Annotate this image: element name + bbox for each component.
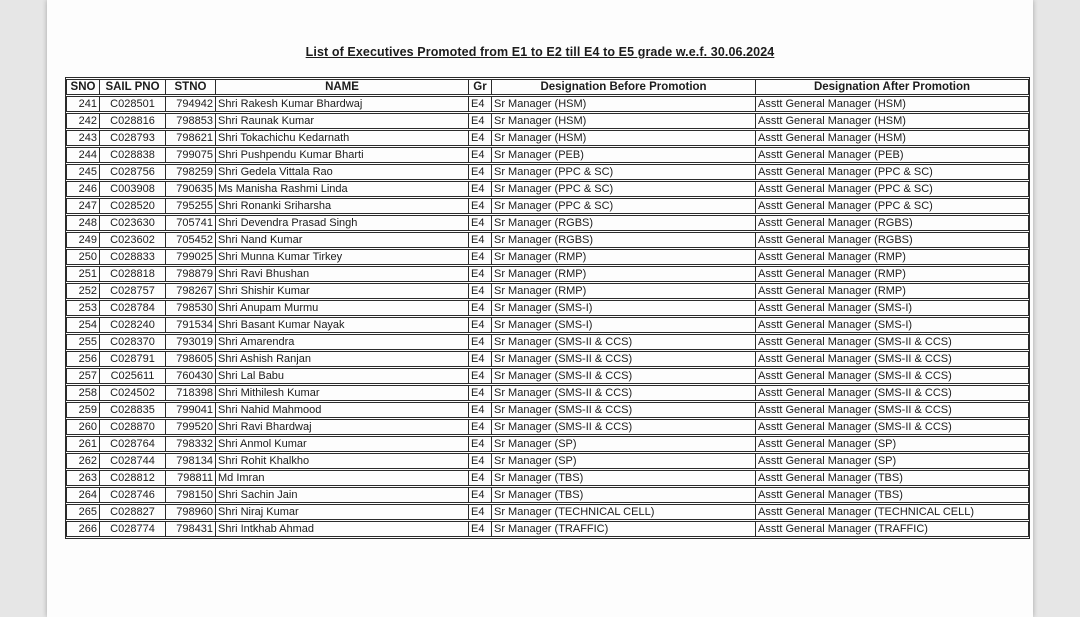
table-row <box>66 215 1029 231</box>
cell-desig_after: Asstt General Manager (SP) <box>756 453 1029 469</box>
cell-desig_after: Asstt General Manager (TECHNICAL CELL) <box>756 504 1029 520</box>
cell-gr: E4 <box>469 249 492 265</box>
cell-sno: 256 <box>66 351 100 367</box>
cell-sno: 262 <box>66 453 100 469</box>
cell-gr: E4 <box>469 300 492 316</box>
cell-desig_before: Sr Manager (SMS-II & CCS) <box>492 385 756 401</box>
column-header-name: NAME <box>216 79 469 95</box>
cell-name: Shri Anupam Murmu <box>216 300 469 316</box>
cell-desig_before: Sr Manager (PPC & SC) <box>492 181 756 197</box>
cell-desig_before: Sr Manager (PPC & SC) <box>492 164 756 180</box>
cell-stno: 798605 <box>166 351 216 367</box>
cell-name: Shri Ravi Bhushan <box>216 266 469 282</box>
cell-name: Shri Anmol Kumar <box>216 436 469 452</box>
cell-stno: 795255 <box>166 198 216 214</box>
cell-desig_after: Asstt General Manager (RMP) <box>756 266 1029 282</box>
cell-sail_pno: C028744 <box>100 453 166 469</box>
cell-desig_after: Asstt General Manager (RGBS) <box>756 232 1029 248</box>
cell-stno: 798811 <box>166 470 216 486</box>
cell-sail_pno: C028793 <box>100 130 166 146</box>
cell-stno: 798431 <box>166 521 216 537</box>
cell-sail_pno: C028746 <box>100 487 166 503</box>
cell-name: Shri Tokachichu Kedarnath <box>216 130 469 146</box>
cell-gr: E4 <box>469 317 492 333</box>
cell-gr: E4 <box>469 453 492 469</box>
cell-gr: E4 <box>469 283 492 299</box>
cell-sail_pno: C003908 <box>100 181 166 197</box>
table-row <box>66 470 1029 486</box>
cell-sail_pno: C028520 <box>100 198 166 214</box>
cell-sno: 259 <box>66 402 100 418</box>
cell-desig_after: Asstt General Manager (SMS-II & CCS) <box>756 385 1029 401</box>
cell-desig_before: Sr Manager (SMS-II & CCS) <box>492 334 756 350</box>
cell-name: Shri Lal Babu <box>216 368 469 384</box>
cell-desig_after: Asstt General Manager (SMS-II & CCS) <box>756 368 1029 384</box>
cell-desig_before: Sr Manager (SMS-II & CCS) <box>492 368 756 384</box>
cell-sno: 263 <box>66 470 100 486</box>
table-row <box>66 487 1029 503</box>
cell-sno: 254 <box>66 317 100 333</box>
promotion-table <box>66 78 1029 538</box>
cell-name: Shri Raunak Kumar <box>216 113 469 129</box>
cell-stno: 705741 <box>166 215 216 231</box>
cell-name: Shri Munna Kumar Tirkey <box>216 249 469 265</box>
cell-desig_before: Sr Manager (RMP) <box>492 283 756 299</box>
cell-sno: 261 <box>66 436 100 452</box>
cell-gr: E4 <box>469 521 492 537</box>
cell-name: Shri Intkhab Ahmad <box>216 521 469 537</box>
cell-sno: 251 <box>66 266 100 282</box>
cell-name: Shri Pushpendu Kumar Bharti <box>216 147 469 163</box>
table-row <box>66 198 1029 214</box>
cell-stno: 798853 <box>166 113 216 129</box>
cell-name: Shri Rakesh Kumar Bhardwaj <box>216 96 469 112</box>
cell-desig_after: Asstt General Manager (HSM) <box>756 96 1029 112</box>
cell-stno: 705452 <box>166 232 216 248</box>
cell-desig_after: Asstt General Manager (TBS) <box>756 487 1029 503</box>
cell-name: Shri Mithilesh Kumar <box>216 385 469 401</box>
cell-gr: E4 <box>469 147 492 163</box>
cell-desig_after: Asstt General Manager (PPC & SC) <box>756 198 1029 214</box>
cell-desig_after: Asstt General Manager (PPC & SC) <box>756 164 1029 180</box>
cell-sno: 257 <box>66 368 100 384</box>
cell-desig_before: Sr Manager (SMS-II & CCS) <box>492 419 756 435</box>
cell-name: Shri Shishir Kumar <box>216 283 469 299</box>
column-header-gr: Gr <box>469 79 492 95</box>
cell-stno: 799075 <box>166 147 216 163</box>
cell-stno: 794942 <box>166 96 216 112</box>
cell-stno: 798134 <box>166 453 216 469</box>
cell-gr: E4 <box>469 181 492 197</box>
cell-gr: E4 <box>469 419 492 435</box>
cell-desig_before: Sr Manager (TRAFFIC) <box>492 521 756 537</box>
cell-stno: 798530 <box>166 300 216 316</box>
cell-sail_pno: C028240 <box>100 317 166 333</box>
cell-name: Md Imran <box>216 470 469 486</box>
table-row <box>66 436 1029 452</box>
cell-gr: E4 <box>469 96 492 112</box>
cell-desig_before: Sr Manager (TBS) <box>492 470 756 486</box>
cell-sno: 250 <box>66 249 100 265</box>
cell-sno: 255 <box>66 334 100 350</box>
cell-gr: E4 <box>469 266 492 282</box>
cell-stno: 760430 <box>166 368 216 384</box>
cell-gr: E4 <box>469 487 492 503</box>
column-header-stno: STNO <box>166 79 216 95</box>
cell-gr: E4 <box>469 215 492 231</box>
cell-sail_pno: C028818 <box>100 266 166 282</box>
table-row <box>66 385 1029 401</box>
cell-gr: E4 <box>469 436 492 452</box>
cell-gr: E4 <box>469 198 492 214</box>
table-row <box>66 334 1029 350</box>
cell-name: Shri Amarendra <box>216 334 469 350</box>
cell-desig_after: Asstt General Manager (RMP) <box>756 249 1029 265</box>
cell-gr: E4 <box>469 504 492 520</box>
cell-gr: E4 <box>469 130 492 146</box>
column-header-desig_before: Designation Before Promotion <box>492 79 756 95</box>
cell-sail_pno: C023630 <box>100 215 166 231</box>
cell-stno: 798960 <box>166 504 216 520</box>
cell-desig_after: Asstt General Manager (RMP) <box>756 283 1029 299</box>
cell-name: Shri Niraj Kumar <box>216 504 469 520</box>
cell-stno: 793019 <box>166 334 216 350</box>
cell-sno: 264 <box>66 487 100 503</box>
cell-desig_before: Sr Manager (TBS) <box>492 487 756 503</box>
cell-sno: 249 <box>66 232 100 248</box>
cell-desig_before: Sr Manager (RMP) <box>492 249 756 265</box>
column-header-sail_pno: SAIL PNO <box>100 79 166 95</box>
cell-sail_pno: C024502 <box>100 385 166 401</box>
cell-desig_before: Sr Manager (SP) <box>492 436 756 452</box>
cell-stno: 790635 <box>166 181 216 197</box>
cell-gr: E4 <box>469 232 492 248</box>
cell-desig_after: Asstt General Manager (SMS-II & CCS) <box>756 402 1029 418</box>
cell-desig_before: Sr Manager (HSM) <box>492 113 756 129</box>
column-header-desig_after: Designation After Promotion <box>756 79 1029 95</box>
cell-sail_pno: C023602 <box>100 232 166 248</box>
cell-desig_before: Sr Manager (RGBS) <box>492 215 756 231</box>
cell-sno: 248 <box>66 215 100 231</box>
cell-sail_pno: C028816 <box>100 113 166 129</box>
cell-name: Shri Ashish Ranjan <box>216 351 469 367</box>
table-row <box>66 249 1029 265</box>
cell-desig_before: Sr Manager (SMS-I) <box>492 300 756 316</box>
table-row <box>66 181 1029 197</box>
cell-desig_before: Sr Manager (HSM) <box>492 96 756 112</box>
cell-desig_before: Sr Manager (TECHNICAL CELL) <box>492 504 756 520</box>
cell-name: Shri Gedela Vittala Rao <box>216 164 469 180</box>
cell-sail_pno: C028757 <box>100 283 166 299</box>
cell-sail_pno: C025611 <box>100 368 166 384</box>
cell-gr: E4 <box>469 470 492 486</box>
cell-sail_pno: C028870 <box>100 419 166 435</box>
cell-desig_after: Asstt General Manager (TBS) <box>756 470 1029 486</box>
cell-stno: 798259 <box>166 164 216 180</box>
cell-gr: E4 <box>469 113 492 129</box>
cell-desig_before: Sr Manager (HSM) <box>492 130 756 146</box>
cell-stno: 798879 <box>166 266 216 282</box>
table-body <box>66 96 1029 537</box>
table-row <box>66 453 1029 469</box>
cell-sail_pno: C028838 <box>100 147 166 163</box>
cell-desig_before: Sr Manager (SMS-II & CCS) <box>492 351 756 367</box>
cell-name: Shri Ravi Bhardwaj <box>216 419 469 435</box>
table-row <box>66 300 1029 316</box>
cell-sno: 242 <box>66 113 100 129</box>
cell-stno: 799025 <box>166 249 216 265</box>
cell-desig_after: Asstt General Manager (SMS-II & CCS) <box>756 419 1029 435</box>
cell-stno: 791534 <box>166 317 216 333</box>
cell-name: Shri Nand Kumar <box>216 232 469 248</box>
cell-sail_pno: C028835 <box>100 402 166 418</box>
table-row <box>66 266 1029 282</box>
cell-gr: E4 <box>469 351 492 367</box>
cell-stno: 798267 <box>166 283 216 299</box>
cell-desig_after: Asstt General Manager (SP) <box>756 436 1029 452</box>
cell-sail_pno: C028774 <box>100 521 166 537</box>
cell-gr: E4 <box>469 385 492 401</box>
cell-sno: 265 <box>66 504 100 520</box>
table-row <box>66 113 1029 129</box>
cell-desig_before: Sr Manager (SMS-I) <box>492 317 756 333</box>
cell-desig_after: Asstt General Manager (HSM) <box>756 130 1029 146</box>
cell-sno: 241 <box>66 96 100 112</box>
cell-desig_before: Sr Manager (PEB) <box>492 147 756 163</box>
cell-name: Shri Basant Kumar Nayak <box>216 317 469 333</box>
cell-desig_before: Sr Manager (RGBS) <box>492 232 756 248</box>
cell-name: Shri Rohit Khalkho <box>216 453 469 469</box>
table-row <box>66 419 1029 435</box>
cell-stno: 799520 <box>166 419 216 435</box>
cell-sail_pno: C028370 <box>100 334 166 350</box>
cell-gr: E4 <box>469 402 492 418</box>
cell-gr: E4 <box>469 164 492 180</box>
cell-gr: E4 <box>469 368 492 384</box>
cell-sail_pno: C028501 <box>100 96 166 112</box>
cell-name: Ms Manisha Rashmi Linda <box>216 181 469 197</box>
cell-name: Shri Ronanki Sriharsha <box>216 198 469 214</box>
cell-sail_pno: C028756 <box>100 164 166 180</box>
cell-sno: 252 <box>66 283 100 299</box>
table-row <box>66 504 1029 520</box>
cell-stno: 798150 <box>166 487 216 503</box>
table-row <box>66 164 1029 180</box>
table-row <box>66 521 1029 537</box>
cell-desig_after: Asstt General Manager (PEB) <box>756 147 1029 163</box>
cell-desig_after: Asstt General Manager (SMS-I) <box>756 317 1029 333</box>
cell-sno: 247 <box>66 198 100 214</box>
cell-desig_before: Sr Manager (SP) <box>492 453 756 469</box>
table-row <box>66 130 1029 146</box>
table-row <box>66 232 1029 248</box>
column-header-sno: SNO <box>66 79 100 95</box>
table-header-row <box>66 79 1029 95</box>
cell-sno: 253 <box>66 300 100 316</box>
table-row <box>66 402 1029 418</box>
cell-desig_before: Sr Manager (RMP) <box>492 266 756 282</box>
cell-sno: 243 <box>66 130 100 146</box>
table-row <box>66 147 1029 163</box>
cell-desig_after: Asstt General Manager (HSM) <box>756 113 1029 129</box>
cell-name: Shri Nahid Mahmood <box>216 402 469 418</box>
cell-name: Shri Sachin Jain <box>216 487 469 503</box>
cell-sno: 260 <box>66 419 100 435</box>
cell-desig_before: Sr Manager (SMS-II & CCS) <box>492 402 756 418</box>
table-row <box>66 283 1029 299</box>
cell-sail_pno: C028791 <box>100 351 166 367</box>
cell-sail_pno: C028784 <box>100 300 166 316</box>
cell-sno: 244 <box>66 147 100 163</box>
promotion-table-wrapper <box>65 77 1030 539</box>
cell-stno: 799041 <box>166 402 216 418</box>
cell-sno: 246 <box>66 181 100 197</box>
table-row <box>66 351 1029 367</box>
cell-sno: 266 <box>66 521 100 537</box>
cell-sail_pno: C028812 <box>100 470 166 486</box>
document-page <box>47 0 1033 617</box>
cell-sail_pno: C028833 <box>100 249 166 265</box>
cell-desig_after: Asstt General Manager (RGBS) <box>756 215 1029 231</box>
cell-desig_after: Asstt General Manager (SMS-I) <box>756 300 1029 316</box>
cell-stno: 798621 <box>166 130 216 146</box>
cell-desig_after: Asstt General Manager (PPC & SC) <box>756 181 1029 197</box>
cell-desig_after: Asstt General Manager (TRAFFIC) <box>756 521 1029 537</box>
cell-gr: E4 <box>469 334 492 350</box>
cell-name: Shri Devendra Prasad Singh <box>216 215 469 231</box>
cell-sail_pno: C028764 <box>100 436 166 452</box>
table-row <box>66 368 1029 384</box>
cell-sno: 245 <box>66 164 100 180</box>
cell-stno: 798332 <box>166 436 216 452</box>
cell-stno: 718398 <box>166 385 216 401</box>
cell-desig_after: Asstt General Manager (SMS-II & CCS) <box>756 351 1029 367</box>
cell-sno: 258 <box>66 385 100 401</box>
table-row <box>66 317 1029 333</box>
page-title: List of Executives Promoted from E1 to E2 till E4 to E5 grade w.e.f. 30.06.2024 <box>305 45 775 59</box>
cell-desig_before: Sr Manager (PPC & SC) <box>492 198 756 214</box>
table-row <box>66 96 1029 112</box>
cell-sail_pno: C028827 <box>100 504 166 520</box>
cell-desig_after: Asstt General Manager (SMS-II & CCS) <box>756 334 1029 350</box>
